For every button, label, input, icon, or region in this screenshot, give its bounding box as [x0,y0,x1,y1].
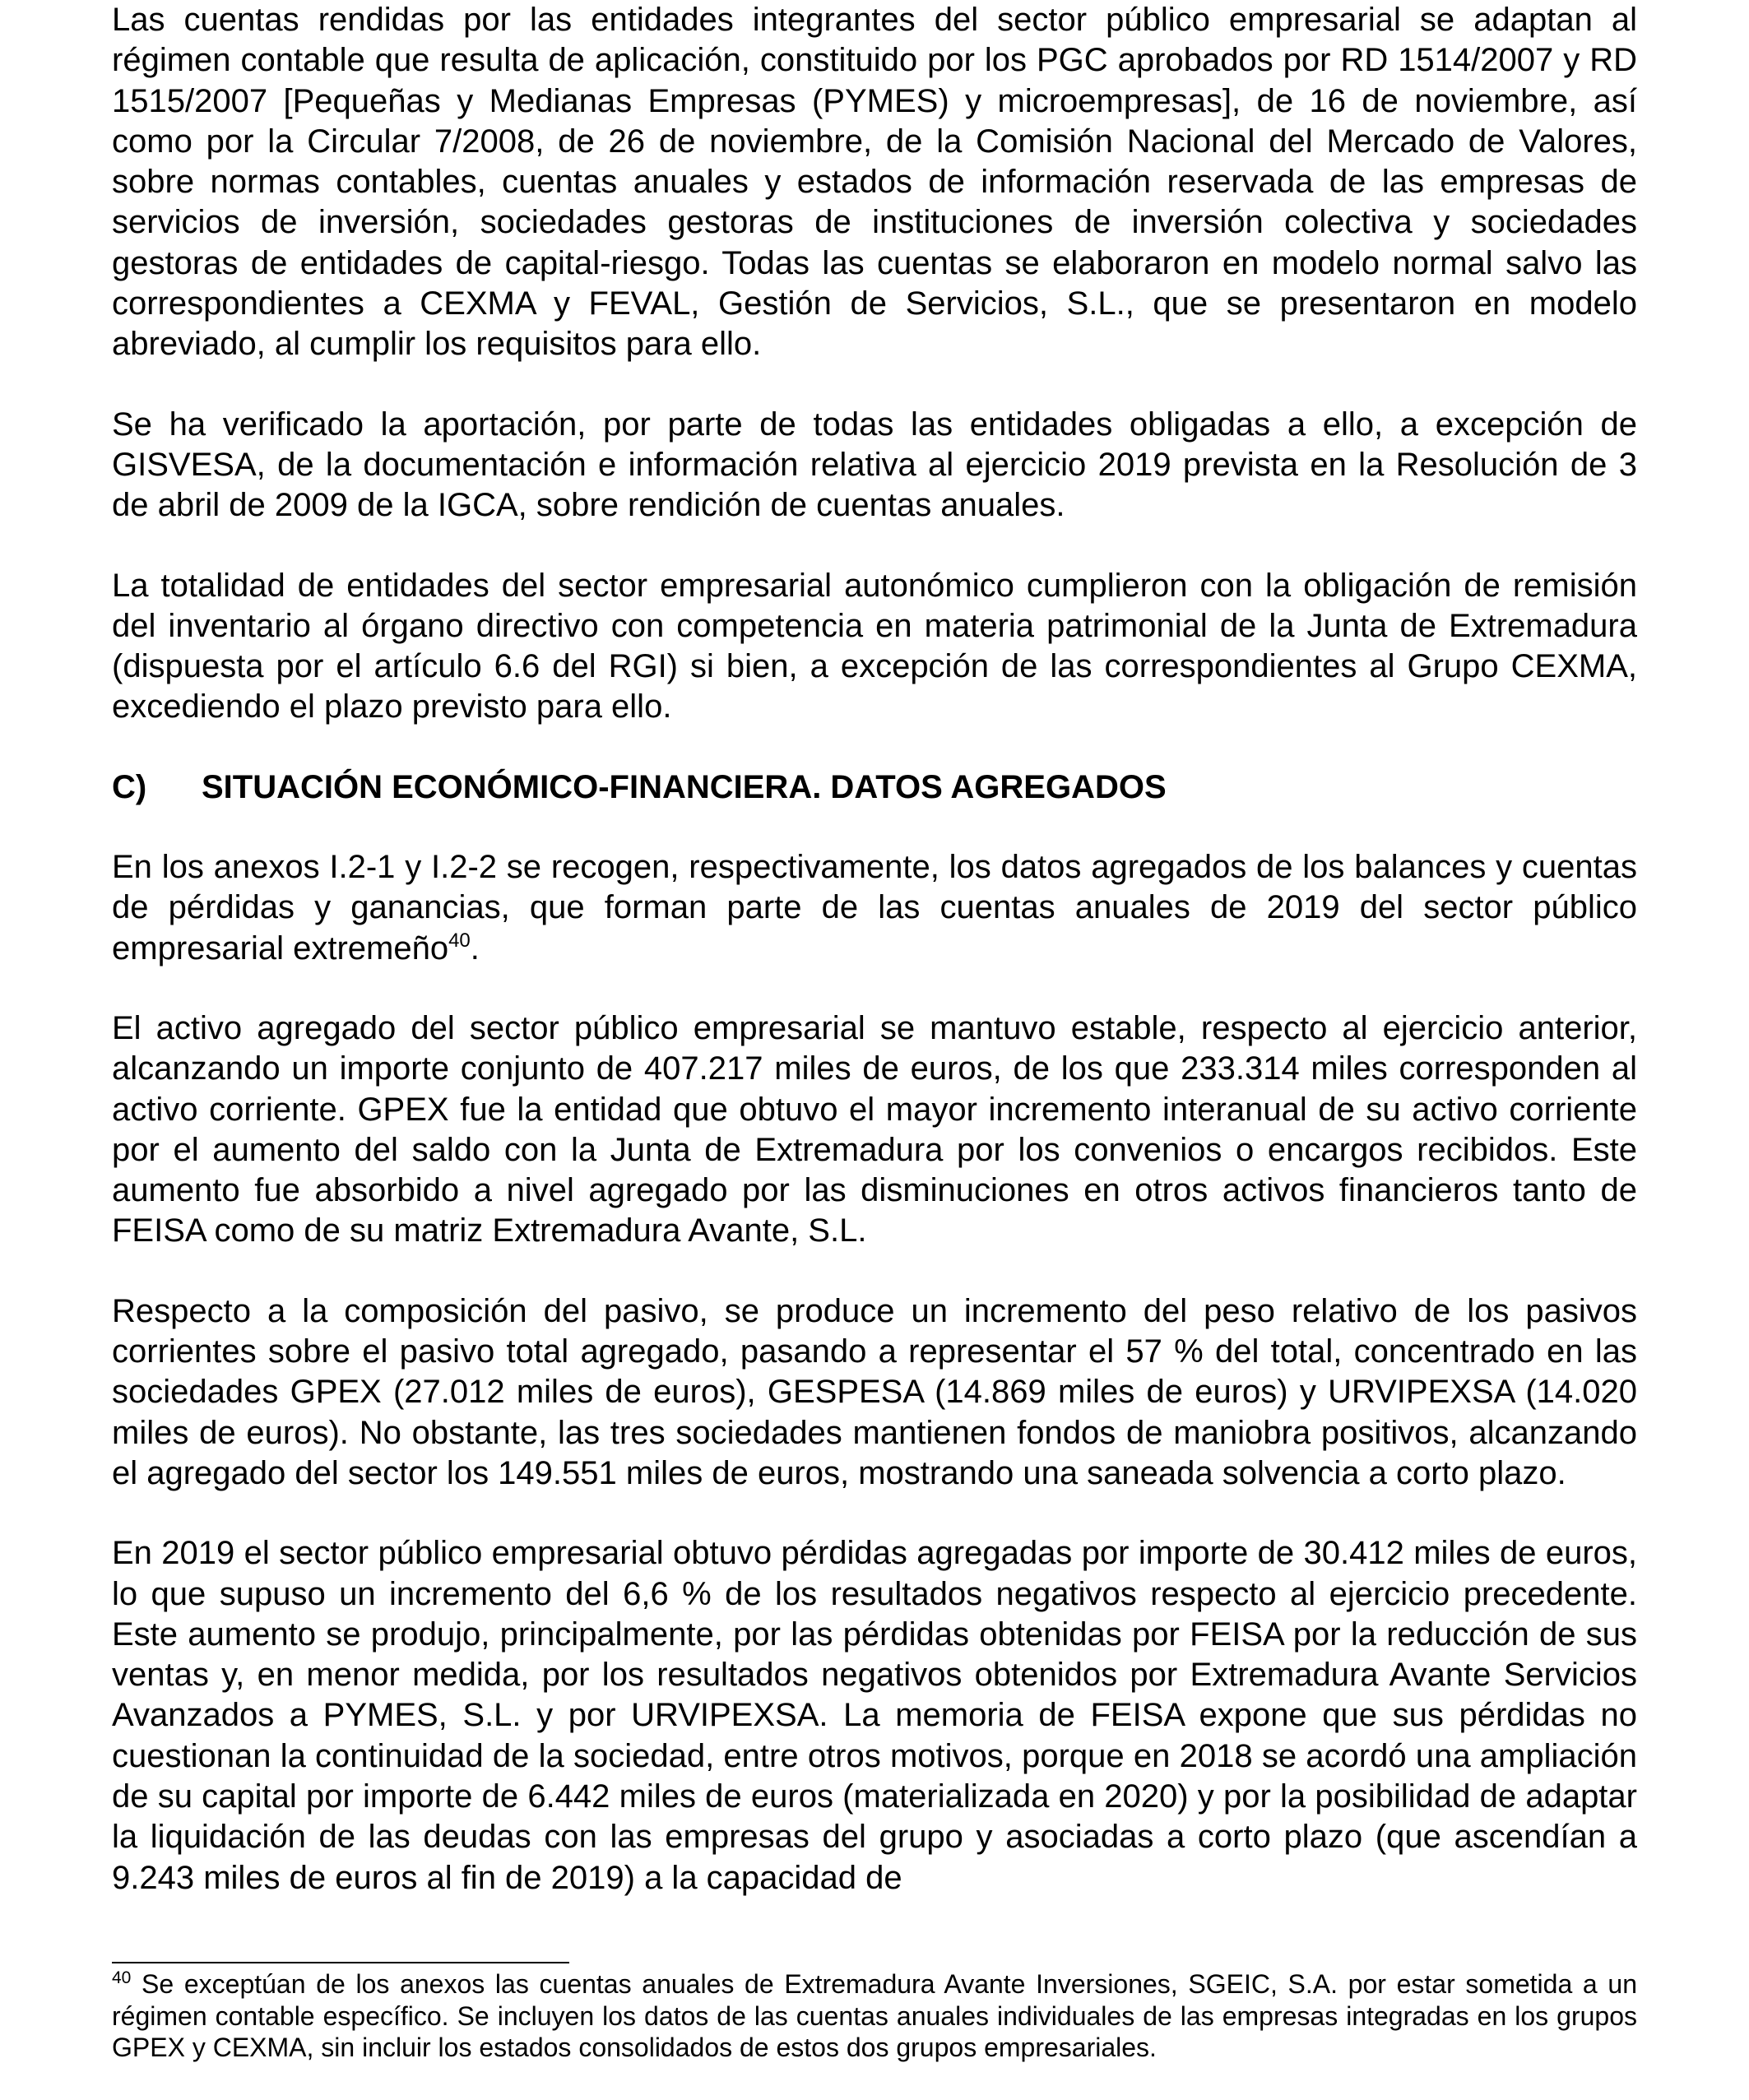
paragraph-results: En 2019 el sector público empresarial obtuvo pérdidas agregadas por importe de 30.412 miles de euros, lo que supuso un incremento del 6,6 % de los resultados negativos respecto al ejercicio precedente. Este aumento se produjo, principalmente, por las pérdidas obtenidas por FEISA por la reducción de sus ventas y, en menor medida, por los resultados negativos obtenidos por Extremadura Avante Servicios Avanzados a PYMES, S.L. y por URVIPEXSA. La memoria de FEISA expone que sus pérdidas no cuestionan la continuidad de la sociedad, entre otros motivos, porque en 2018 se acordó una ampliación de su capital por importe de 6.442 miles de euros (materializada en 2020) y por la posibilidad de adaptar la liquidación de las deudas con las empresas del grupo y asociadas a corto plazo (que ascendían a 9.243 miles de euros al fin de 2019) a la capacidad de [112,1535,1637,1896]
paragraph-annexes-text: En los anexos I.2-1 y I.2-2 se recogen, respectivamente, los datos agregados de los balances y cuentas de pérdidas y ganancias, que forman parte de las cuentas anuales de 2019 del sector público empresarial extremeño [112,849,1637,967]
section-heading [112,767,1637,808]
paragraph-liabilities: Respecto a la composición del pasivo, se produce un incremento del peso relativo de los pasivos corrientes sobre el pasivo total agregado, pasando a representar el 57 % del total, concentrado en las sociedades GPEX (27.012 miles de euros), GESPESA (14.869 miles de euros) y URVIPEXSA (14.020 miles de euros). No obstante, las tres sociedades mantienen fondos de maniobra positivos, alcanzando el agregado del sector los 149.551 miles de euros, mostrando una saneada solvencia a corto plazo. [112,1292,1637,1491]
paragraph-assets: El activo agregado del sector público empresarial se mantuvo estable, respecto al ejercicio anterior, alcanzando un importe conjunto de 407.217 miles de euros, de los que 233.314 miles corresponden al activo corriente. GPEX fue la entidad que obtuvo el mayor incremento interanual de su activo corriente por el aumento del saldo con la Junta de Extremadura por los convenios o encargos recibidos. Este aumento fue absorbido a nivel agregado por las disminuciones en otros activos financieros tanto de FEISA como de su matriz Extremadura Avante, S.L. [112,1009,1637,1249]
paragraph-annexes [112,847,1637,969]
paragraph-annexes-end: . [470,929,480,967]
paragraph-inventory: La totalidad de entidades del sector empresarial autonómico cumplieron con la obligación de remisión del inventario al órgano directivo con competencia en materia patrimonial de la Junta de Extremadura (dispuesta por el artículo 6.6 del RGI) si bien, a excepción de las correspondientes al Grupo CEXMA, excediendo el plazo previsto para ello. [112,567,1637,725]
footnote-marker: 40 [112,1968,132,1987]
footnote-reference[interactable]: 40 [448,929,471,952]
section-number: C) [112,768,147,805]
section-title: SITUACIÓN ECONÓMICO-FINANCIERA. DATOS AGREGADOS [202,768,1167,805]
footnote [112,1968,1637,2064]
footnote-text: Se exceptúan de los anexos las cuentas anuales de Extremadura Avante Inversiones, SGEIC, S.A. por estar sometida a un régimen contable específico. Se incluyen los datos de las cuentas anuales individuales de las empresas integradas en los grupos GPEX y CEXMA, sin incluir los estados consolidados de estos dos grupos empresariales. [112,1969,1637,2062]
paragraph-documentation: Se ha verificado la aportación, por parte de todas las entidades obligadas a ello, a excepción de GISVESA, de la documentación e información relativa al ejercicio 2019 prevista en la Resolución de 3 de abril de 2009 de la IGCA, sobre rendición de cuentas anuales. [112,406,1637,524]
paragraph-accounting-regime: Las cuentas rendidas por las entidades integrantes del sector público empresarial se adaptan al régimen contable que resulta de aplicación, constituido por los PGC aprobados por RD 1514/2007 y RD 1515/2007 [Pequeñas y Medianas Empresas (PYMES) y microempresas], de 16 de noviembre, así como por la Circular 7/2008, de 26 de noviembre, de la Comisión Nacional del Mercado de Valores, sobre normas contables, cuentas anuales y estados de información reservada de las empresas de servicios de inversión, sociedades gestoras de instituciones de inversión colectiva y sociedades gestoras de entidades de capital-riesgo. Todas las cuentas se elaboraron en modelo normal salvo las correspondientes a CEXMA y FEVAL, Gestión de Servicios, S.L., que se presentaron en modelo abreviado, al cumplir los requisitos para ello. [112,2,1637,363]
footnote-separator [112,1962,569,1963]
document-body [112,0,1637,1898]
